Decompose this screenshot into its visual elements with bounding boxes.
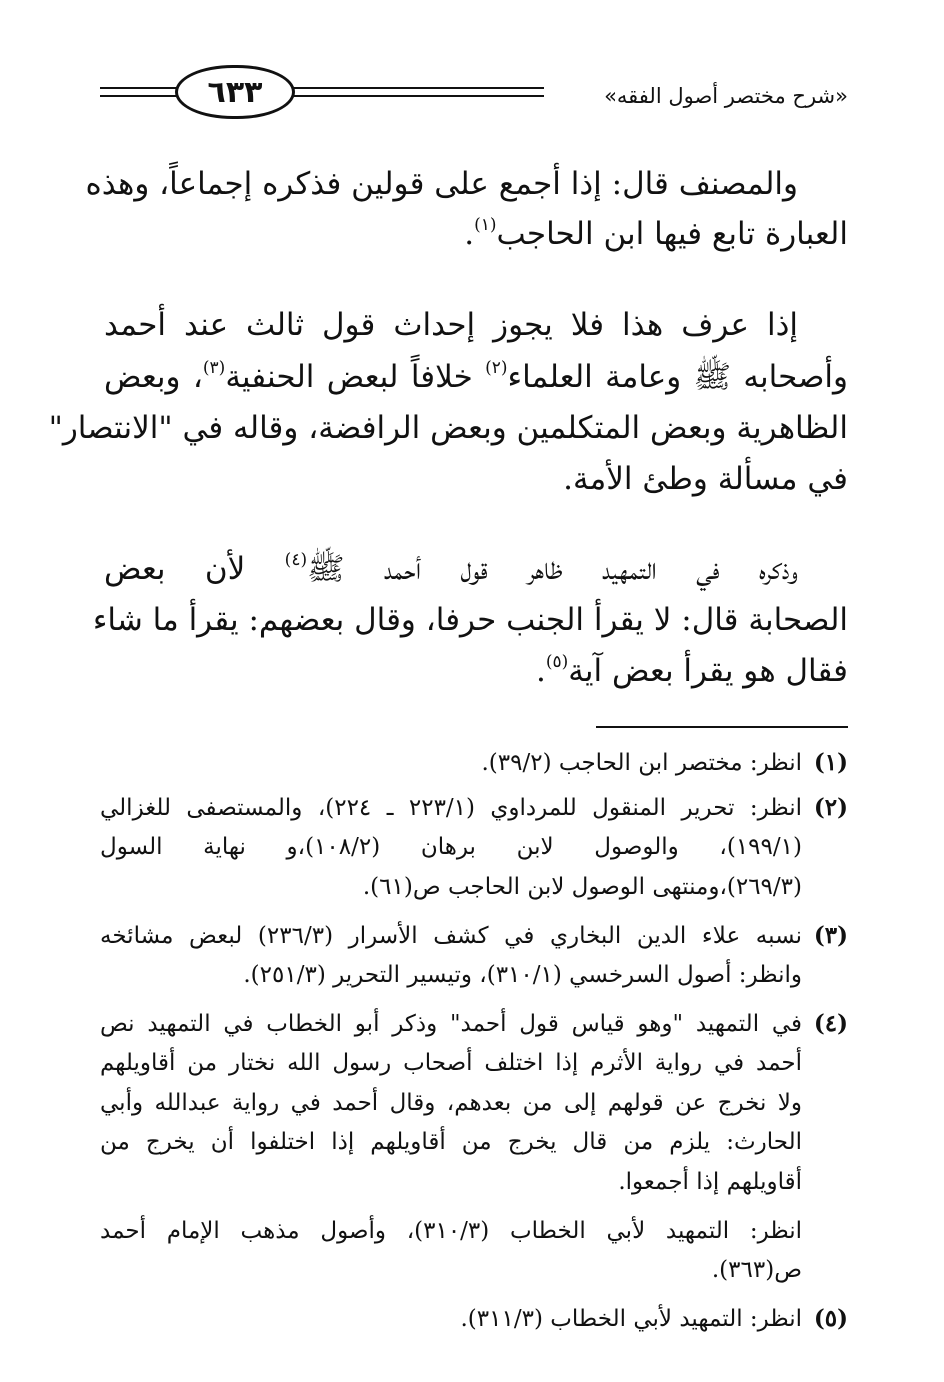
- page-number: ٦٣٣: [207, 74, 263, 110]
- running-title: «شرح مختصر أصول الفقه»: [604, 84, 848, 108]
- footnote-text: ص(٣٦٣).: [711, 1257, 802, 1283]
- body-line: [92, 600, 848, 640]
- footnote-line: [618, 1167, 848, 1197]
- body-text: خلافاً لبعض الحنفية: [225, 359, 486, 395]
- footnote-text: انظر: التمهيد لأبي الخطاب (٣١٠/٣)، وأصول مذهب الإمام أحمد: [100, 1218, 802, 1244]
- body-text: .: [536, 653, 546, 689]
- body-text: وأصحابه ﷺ وعامة العلماء: [507, 359, 848, 395]
- footnote-1: [481, 748, 848, 778]
- footnote-text: في التمهيد "وهو قياس قول أحمد" وذكر أبو الخطاب في التمهيد نص: [100, 1011, 802, 1037]
- footnote-line: [100, 1216, 848, 1246]
- footnote-5: [461, 1304, 849, 1334]
- body-text: والمصنف قال: إذا أجمع على قولين فذكره إجماعاً، وهذه: [85, 166, 798, 202]
- body-text: فقال هو يقرأ بعض آية: [568, 653, 848, 689]
- body-text: لأن بعض: [104, 551, 285, 587]
- footnote-text: (٢٦٩/٣)،ومنتهى الوصول لابن الحاجب ص(٦١).: [362, 874, 802, 900]
- footnote-4: [100, 1009, 848, 1039]
- footnote-text: أقاويلهم إذا أجمعوا.: [618, 1169, 802, 1195]
- body-line: [464, 214, 848, 254]
- footnote-line: [100, 1088, 848, 1118]
- footnote-ref: (٥): [545, 652, 569, 672]
- body-text: في مسألة وطئ الأمة.: [563, 461, 848, 497]
- footnote-ref: (٢): [485, 358, 508, 378]
- header-rule-mid-bottom: [292, 95, 544, 97]
- footnote-text: وانظر: أصول السرخسي (٣١٠/١)، وتيسير التحرير (٢٥١/٣).: [243, 962, 802, 988]
- body-text: الصحابة قال: لا يقرأ الجنب حرفا، وقال بعضهم: يقرأ ما شاء: [92, 602, 848, 638]
- page-number-oval: [175, 65, 295, 119]
- footnote-number: (١): [813, 749, 848, 776]
- footnote-text: (١٩٩/١)، والوصول لابن برهان (١٠٨/٢)،و نهاية السول: [100, 834, 802, 860]
- body-line: [563, 459, 848, 499]
- footnote-line: [100, 832, 848, 862]
- footnote-separator: [596, 726, 848, 728]
- footnote-2: [100, 793, 848, 823]
- footnote-text: ولا نخرج عن قولهم إلى من بعدهم، وقال أحمد في رواية عبدالله وأبي: [100, 1090, 802, 1116]
- page-header: [100, 62, 848, 124]
- header-rule-left-top: [100, 87, 180, 89]
- footnote-text: أحمد في رواية الأثرم إذا اختلف أصحاب رسول الله نختار من أقاويلهم: [100, 1050, 802, 1076]
- header-rule-mid-top: [292, 87, 544, 89]
- header-rule-left-bottom: [100, 95, 180, 97]
- footnote-text: انظر: تحرير المنقول للمرداوي (٢٢٣/١ ـ ٢٢٤)، والمستصفى للغزالي: [100, 795, 802, 821]
- footnote-line: [712, 1255, 848, 1285]
- footnote-line: [100, 1048, 848, 1078]
- footnote-number: (٢): [813, 794, 848, 821]
- footnote-line: [243, 960, 848, 990]
- body-line: [104, 357, 848, 397]
- footnote-ref: (١): [474, 215, 497, 235]
- footnote-number: (٥): [813, 1305, 848, 1332]
- body-line: [536, 651, 848, 691]
- footnote-text: الحارث: يلزم من قال يخرج من أقاويلهم إذا اختلفوا أن يخرج من: [100, 1129, 802, 1155]
- body-text: ، وبعض: [104, 359, 203, 395]
- body-text: إذا عرف هذا فلا يجوز إحداث قول ثالث عند أحمد: [104, 307, 798, 343]
- body-line: [85, 164, 848, 204]
- footnote-ref: (٣): [202, 358, 226, 378]
- body-line: [104, 549, 848, 589]
- body-text: الظاهرية وبعض المتكلمين وبعض الرافضة، وقاله في "الانتصار": [48, 410, 848, 446]
- footnote-ref: (٤): [284, 550, 308, 570]
- footnote-3: [100, 921, 848, 951]
- body-line: [104, 305, 848, 345]
- footnote-number: (٣): [813, 922, 848, 949]
- body-line: [48, 408, 848, 448]
- footnote-text: انظر: مختصر ابن الحاجب (٣٩/٢).: [481, 750, 802, 776]
- body-text: العبارة تابع فيها ابن الحاجب: [496, 216, 848, 252]
- footnote-text: انظر: التمهيد لأبي الخطاب (٣١١/٣).: [460, 1306, 802, 1332]
- footnote-number: (٤): [813, 1010, 848, 1037]
- footnote-line: [100, 1127, 848, 1157]
- footnote-text: نسبه علاء الدين البخاري في كشف الأسرار (٢٣٦/٣) لبعض مشائخه: [100, 923, 802, 949]
- footnote-line: [363, 872, 848, 902]
- body-text: .: [464, 216, 475, 252]
- body-text: وذكره في التمهيد ظاهر قول أحمد ﷺ: [307, 551, 799, 587]
